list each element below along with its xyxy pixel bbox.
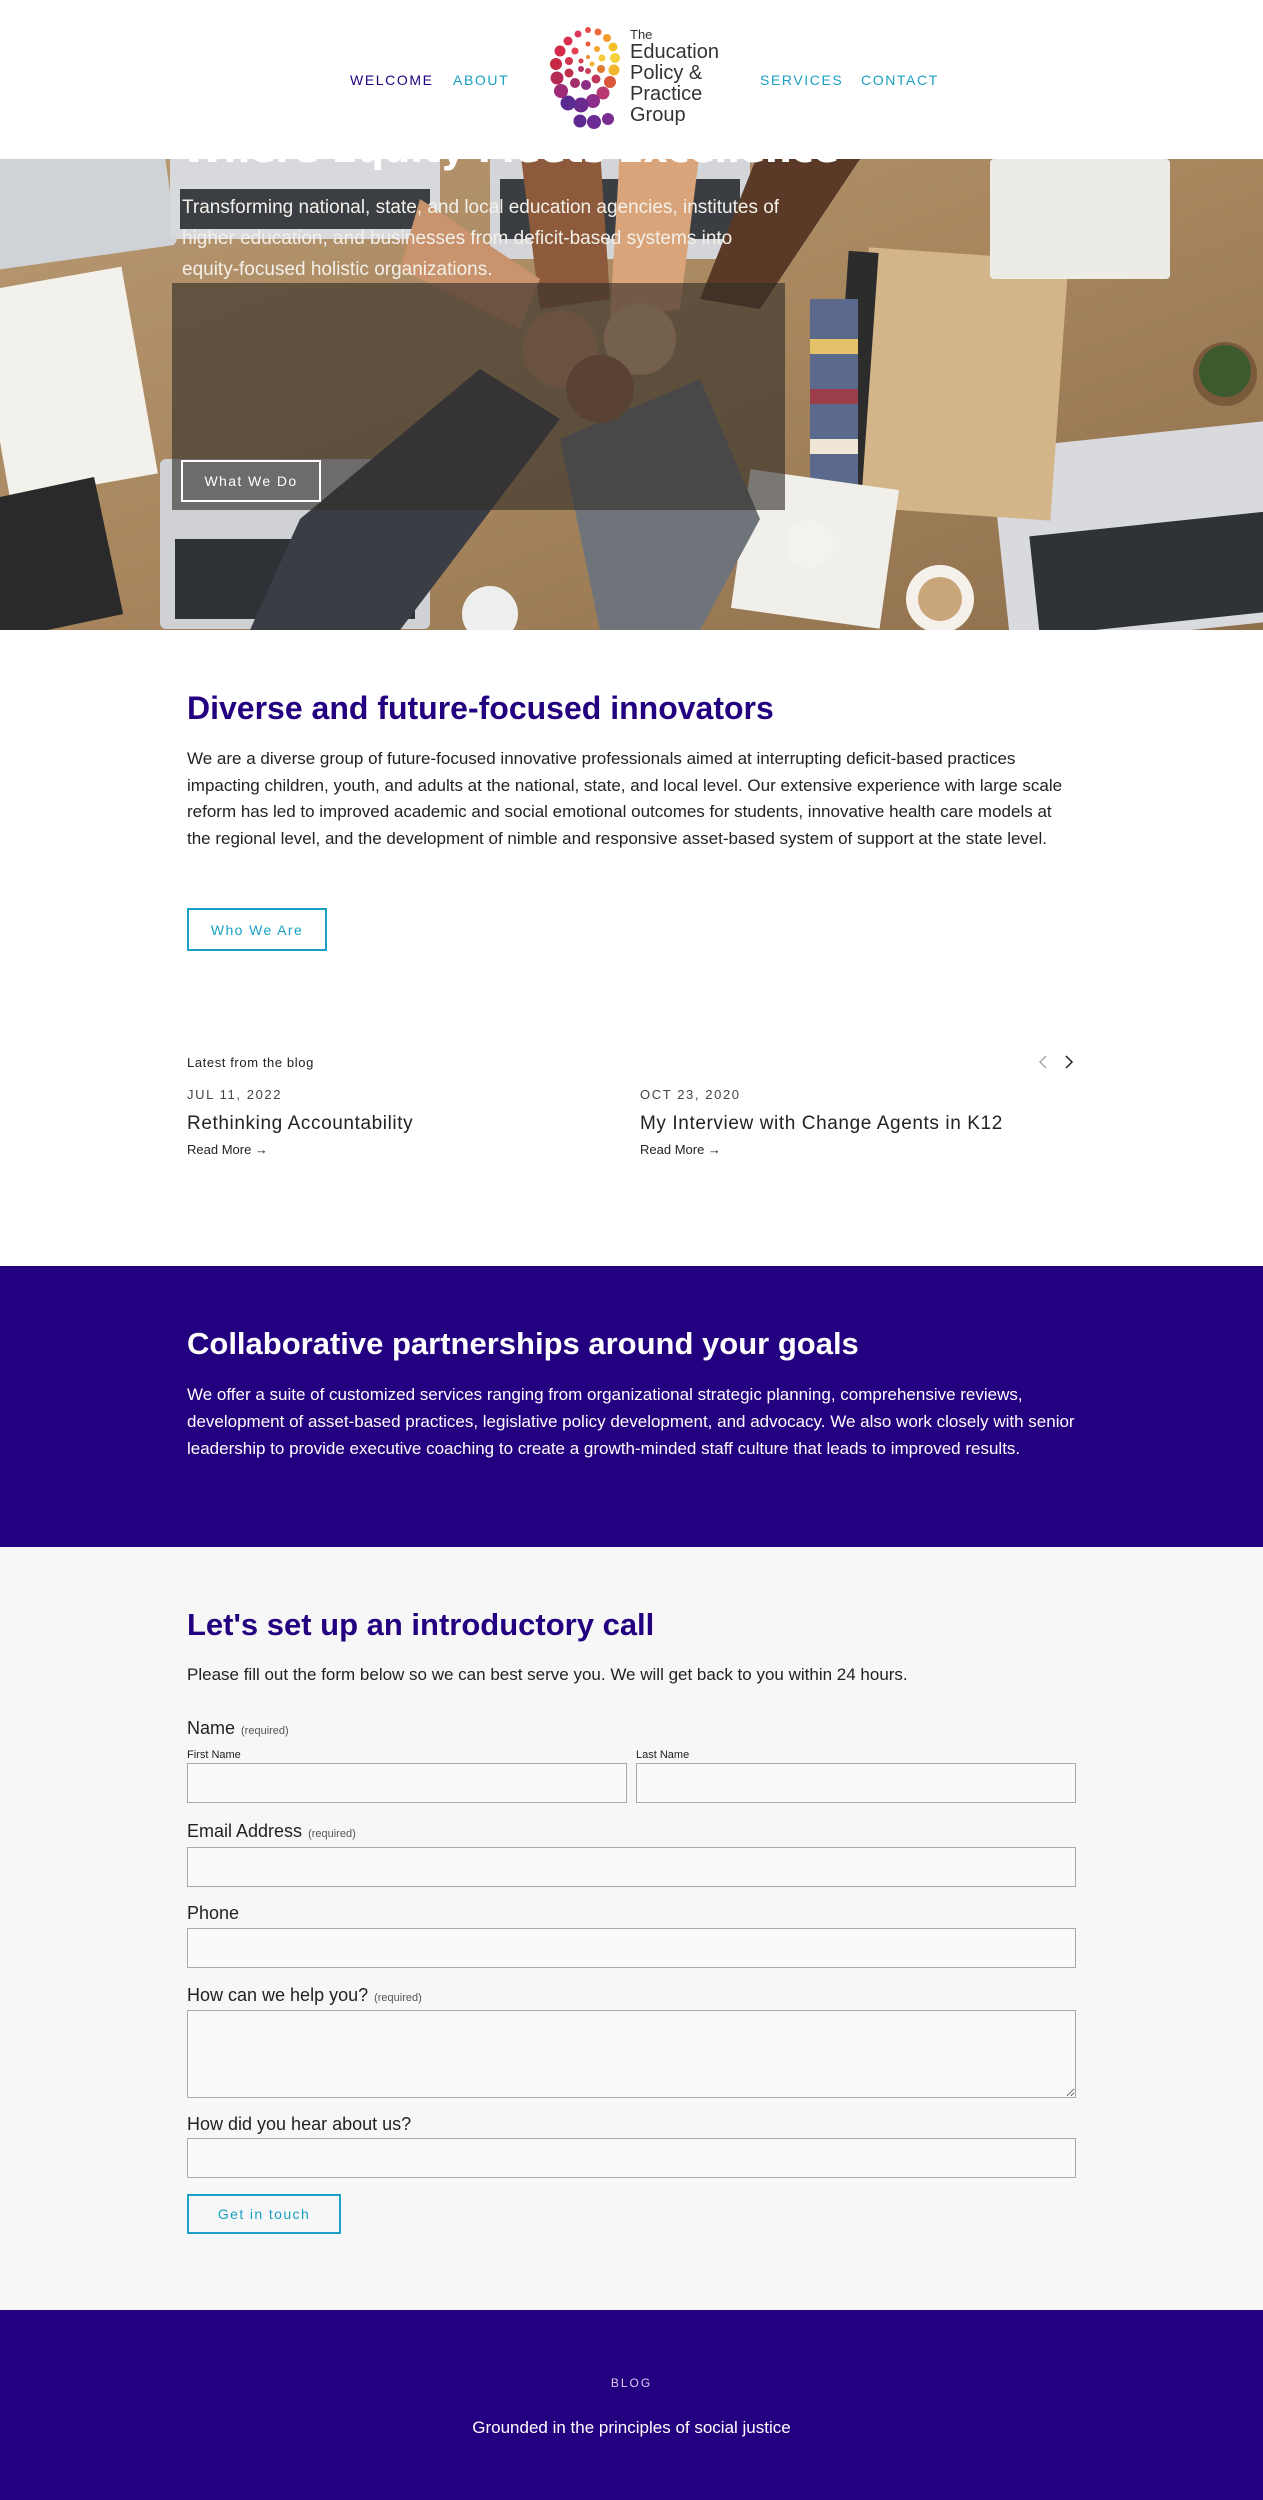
referral-label	[187, 2114, 411, 2135]
nav-services[interactable]: SERVICES	[760, 72, 844, 88]
nav-about[interactable]: ABOUT	[453, 72, 510, 88]
logo-line-2: Education	[630, 41, 719, 63]
help-label	[187, 1985, 422, 2006]
intro-title: Diverse and future-focused innovators	[187, 690, 774, 726]
services-title: Collaborative partnerships around your goals	[187, 1326, 859, 1361]
logo-line-5: Group	[630, 104, 686, 126]
services-text: We offer a suite of customized services ranging from organizational strategic planning, comprehensive reviews, development of asset-based practices, legislative policy development, and advocacy. We also work closely with senior leadership to provide executive coaching to create a growth-minded staff culture that leads to improved results.	[187, 1385, 1075, 1458]
email-field[interactable]	[187, 1847, 1076, 1887]
required-note: (required)	[308, 1828, 356, 1840]
post-title[interactable]: Rethinking Accountability	[187, 1113, 414, 1134]
who-we-are-button[interactable]: Who We Are	[187, 908, 327, 951]
post-date: OCT 23, 2020	[640, 1087, 741, 1102]
phone-label	[187, 1903, 239, 1924]
logo-line-4: Practice	[630, 83, 703, 105]
logo-line-1: The	[630, 27, 653, 42]
hero-subtitle: Transforming national, state, and local education agencies, institutes of higher education, and businesses from deficit-based systems into equity-focused holistic organizations.	[182, 197, 780, 280]
help-textarea[interactable]	[187, 2010, 1076, 2098]
contact-subtitle: Please fill out the form below so we can best serve you. We will get back to you within 24 hours.	[187, 1665, 908, 1684]
footer-tagline: Grounded in the principles of social justice	[472, 2418, 791, 2437]
name-label	[187, 1718, 289, 1739]
intro-text: We are a diverse group of future-focused innovative professionals aimed at interrupting deficit-based practices impacting children, youth, and adults at the national, state, and local level. Our extensive experience with large scale reform has led to improved academic and social emotional outcomes for students, innovative health care models at the regional level, and the development of nimble and responsive asset-based system of support at the state level.	[187, 749, 1063, 848]
first-name-label: First Name	[187, 1749, 241, 1761]
last-name-field[interactable]	[636, 1763, 1076, 1803]
nav-contact[interactable]: CONTACT	[861, 72, 939, 88]
help-label-text: How can we help you?	[187, 1985, 369, 2005]
hero-title: Where Equity Meets Excellence	[182, 127, 839, 171]
footer-blog-link[interactable]: BLOG	[610, 2376, 653, 2390]
logo-wordmark	[630, 28, 719, 126]
required-note: (required)	[374, 1992, 422, 2004]
referral-field[interactable]	[187, 2138, 1076, 2178]
name-label-text: Name	[187, 1718, 236, 1738]
blog-post-card[interactable]	[187, 1087, 607, 1157]
blog-heading: Latest from the blog	[187, 1055, 314, 1070]
phone-field[interactable]	[187, 1928, 1076, 1968]
post-date: JUL 11, 2022	[187, 1087, 283, 1102]
what-we-do-button[interactable]: What We Do	[181, 460, 321, 502]
site-footer	[0, 2310, 1263, 2500]
post-title[interactable]: My Interview with Change Agents in K12	[640, 1113, 1003, 1134]
phone-label-text: Phone	[187, 1903, 240, 1923]
required-note: (required)	[241, 1725, 289, 1737]
carousel-prev-icon[interactable]	[1035, 1053, 1053, 1071]
first-name-field[interactable]	[187, 1763, 627, 1803]
site-logo[interactable]	[548, 24, 728, 134]
get-in-touch-button[interactable]: Get in touch	[187, 2194, 341, 2234]
blog-post-card[interactable]	[640, 1087, 1060, 1157]
read-more-link[interactable]: Read More →	[640, 1142, 721, 1157]
logo-mark-icon	[548, 24, 628, 132]
logo-line-3: Policy &	[630, 62, 703, 84]
nav-welcome[interactable]: WELCOME	[350, 72, 434, 88]
email-label-text: Email Address	[187, 1821, 303, 1841]
email-label	[187, 1821, 356, 1842]
referral-label-text: How did you hear about us?	[187, 2114, 412, 2134]
carousel-next-icon[interactable]	[1059, 1053, 1077, 1071]
last-name-label: Last Name	[636, 1749, 690, 1761]
contact-title: Let's set up an introductory call	[187, 1607, 655, 1642]
read-more-link[interactable]: Read More →	[187, 1142, 268, 1157]
